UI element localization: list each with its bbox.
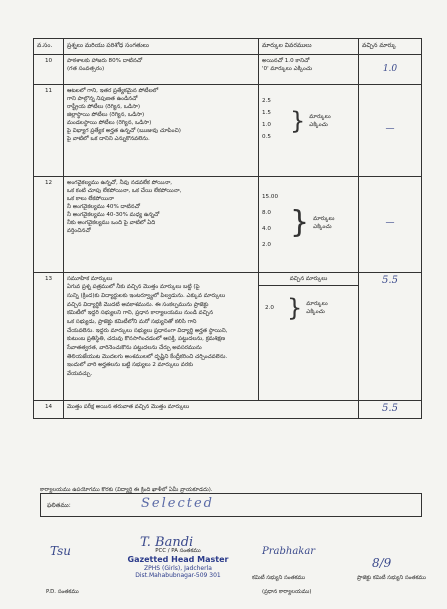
header-awarded: వచ్చిన మార్కు <box>359 39 422 55</box>
scoring-header: వచ్చిన మార్కులు <box>259 273 358 286</box>
result-label: ఫలితము: <box>47 502 71 509</box>
row-line: పాఠశాలకు హాజరు 80% దాటినచో <box>67 57 143 64</box>
table-header-row <box>34 39 422 55</box>
member-label: కమిటీ సభ్యుని సంతకము <box>252 575 306 581</box>
score-value: 1.5 <box>262 109 271 116</box>
office-use-note: కార్యాలయము ఉపయోగము కొరకు (విద్యార్థి ఈ క్రింది ఖాళీలో ఏమీ వ్రాయకూడదు). <box>40 487 213 493</box>
score-value: 1.0 <box>262 121 271 128</box>
cdo-signature: 8/9 <box>372 556 392 570</box>
row-line: రాష్ట్రీయ పోటీలు (రెగ్యిన, ఒడిసా) <box>67 103 141 110</box>
cdo-label: ప్రాజెక్టు కమిటీ సభ్యుని సంతకము <box>357 575 426 581</box>
row-line: ఏగువ ప్రశ్న పత్రములో నీకు వచ్చిన మొత్తం మార్కులు బట్టి (పై <box>67 284 200 291</box>
stamp-line: ZPHS (Girls), Jadcherla <box>144 564 212 572</box>
row-line: నీ అంగవైకల్యము 40-30% మధ్య ఉన్నచో <box>67 212 160 219</box>
scoring-note: ఎక్కించు <box>309 121 328 128</box>
row-scoring <box>259 176 359 272</box>
row-description <box>64 272 259 400</box>
row-line: ఒక సభ్యుడు, ప్రాజెక్టు కమిటీలోని మరో సభ్యునితో కలిసి గాని <box>67 318 197 325</box>
row-description <box>64 400 359 419</box>
row-description <box>64 84 259 176</box>
brace-icon: } <box>290 106 306 135</box>
row-line: సున్ని (క్రింద)కు విద్యార్థులకు ఇంటర్వ్యూలో పిల్వడును. ఎక్కువ మార్కులు <box>67 293 226 299</box>
row-line: తెలియజేయుట మొదలగు అంశములలో దృష్టిని కేంద్రీకరించి చర్చించవలెను. <box>67 353 228 360</box>
scoring-note: మార్కులు <box>313 215 335 222</box>
scoring-note: ఎక్కించు <box>313 223 332 230</box>
center-signature: T. Bandi <box>140 535 194 550</box>
score-value: 2.0 <box>265 304 274 311</box>
scoring-note: మార్కులు <box>306 300 328 307</box>
stamp-line: Dist.Mahabubnagar-509 301 <box>135 572 221 580</box>
row-scoring <box>259 272 359 400</box>
score-value: 0.5 <box>262 134 271 141</box>
row-sno: 11 <box>34 84 64 176</box>
row-line: పై వాటిలో ఒక దానిని ఎన్నుకొనవలెను. <box>67 136 150 143</box>
table-row <box>34 272 422 400</box>
awarded-marks: 5.5 <box>359 272 422 400</box>
row-line: గాని పాల్గొన్న నిపుణత ఉండినచో <box>67 95 138 102</box>
row-description <box>64 176 259 272</box>
row-line: మొత్తం పరీక్ష అయిన తరువాత వచ్చిన మొత్తం మార్కులు <box>67 403 190 410</box>
score-value: 8.0 <box>262 209 271 216</box>
row-line: సేవాతత్వరత, వారినెంచుకొను పట్టుదలను చేర్పు అవసరమును <box>67 344 202 351</box>
row-line: పై విభ్యాగ ప్రత్యేక అర్హత ఉన్నచో (ఋజువు చూపించి) <box>67 128 181 135</box>
result-box <box>40 493 422 517</box>
row-description <box>64 54 259 84</box>
table-row <box>34 84 422 176</box>
scoring-note: ఎక్కించు <box>306 308 325 315</box>
table-row <box>34 54 422 84</box>
awarded-marks: 5.5 <box>359 400 422 419</box>
row-sno: 14 <box>34 400 64 419</box>
row-line: వచ్చిన విద్యార్థికి మొదటి అవకాశమును. ఈ సంకల్పమును ప్రాజెక్టు <box>67 301 209 308</box>
row-line: వేయవచ్చు. <box>67 370 93 377</box>
table-row <box>34 176 422 272</box>
score-value: 2.0 <box>262 242 271 249</box>
row-line: నీ అంగవైకల్యము 40% దాటినచో <box>67 204 140 211</box>
scoring-line: అయినచో 1.0 కానిచో <box>262 57 310 64</box>
row-sno: 13 <box>34 272 64 400</box>
result-value: Selected <box>141 496 214 511</box>
scoring-line: '0' మార్కులు ఎక్కించు <box>262 65 313 72</box>
row-scoring <box>259 84 359 176</box>
header-sno: వ.సం. <box>34 39 64 55</box>
scoring-note: మార్కులు <box>309 113 331 120</box>
row-sno: 12 <box>34 176 64 272</box>
table-row <box>34 400 422 419</box>
pd-label: P.D. సంతకము <box>46 589 79 595</box>
stamp-title: Gazetted Head Master <box>127 554 229 564</box>
row-line: అంగవైకల్యము ఉన్నచో, నీవు నడవలేక పోయినా, <box>67 179 173 186</box>
row-line: వర్తించినచో <box>67 228 91 235</box>
row-line: (గత సంవత్సరం) <box>67 65 105 72</box>
header-scoring: మార్కుల వివరములు <box>259 39 359 55</box>
row-line: చేయవలెను. ఇద్దరు మార్కులు సభ్యులు ప్రధానంగా విద్యార్థి అర్హత స్థాయిని, <box>67 327 228 334</box>
awarded-marks: — <box>359 84 422 176</box>
brace-icon: } <box>290 204 310 240</box>
center-label: PCC / PA సంతకము <box>155 548 201 554</box>
score-value: 2.5 <box>262 97 271 104</box>
awarded-marks: 1.0 <box>359 54 422 84</box>
row-line: జిల్లాస్థాయి పోటీలు (రెగ్యిన, ఒడిసా) <box>67 112 145 119</box>
row-line: కమిటీలో ఇద్దరి సభ్యులని గాని, ప్రధాన కార్యాలయము నుండి వచ్చిన <box>67 310 214 317</box>
row-sno: 10 <box>34 54 64 84</box>
row-line: మండలస్థాయి పోటీలు (రెగ్యిన, ఒడిసా) <box>67 120 152 127</box>
row-line: ఇందులో వారి అర్హతలను బట్టి సభ్యులు 2 మార్కులు వరకు <box>67 362 194 369</box>
row-line: ఒక కంటి చూపు లేకపోయినా, ఒక చేయి లేకపోయినా, <box>67 187 182 194</box>
awarded-marks: — <box>359 176 422 272</box>
score-value: 15.00 <box>262 193 279 200</box>
marks-table <box>33 38 422 419</box>
score-value: 4.0 <box>262 225 271 232</box>
office-label: (ప్రధాన కార్యాలయము) <box>262 589 312 595</box>
row-heading: సమూహిక మార్కులు <box>67 275 113 282</box>
row-line: ఒక కాలు లేకపోయినా <box>67 195 114 202</box>
header-subject: ప్రశ్నలు మరియు పరిశోధ సంగతులు <box>64 39 259 55</box>
row-line: నీకు అంగవైకల్యము ఒంది పై వాటిలో ఏది <box>67 220 156 227</box>
brace-icon: } <box>287 293 303 322</box>
row-scoring <box>259 54 359 84</box>
row-line: కుటుంబ ప్రతిస్థితి, చదువు కొనసాగించడంలో ఆసక్తి, పట్టుదలను, క్రమశిక్షణ <box>67 336 226 343</box>
member-signature: Prabhakar <box>262 546 316 557</box>
head-master-stamp <box>118 548 238 580</box>
pd-signature: Tsu <box>50 544 72 558</box>
row-line: ఆటలలో గాని, ఇతర ప్రత్యేకమైన పోటీలలో <box>67 87 159 94</box>
